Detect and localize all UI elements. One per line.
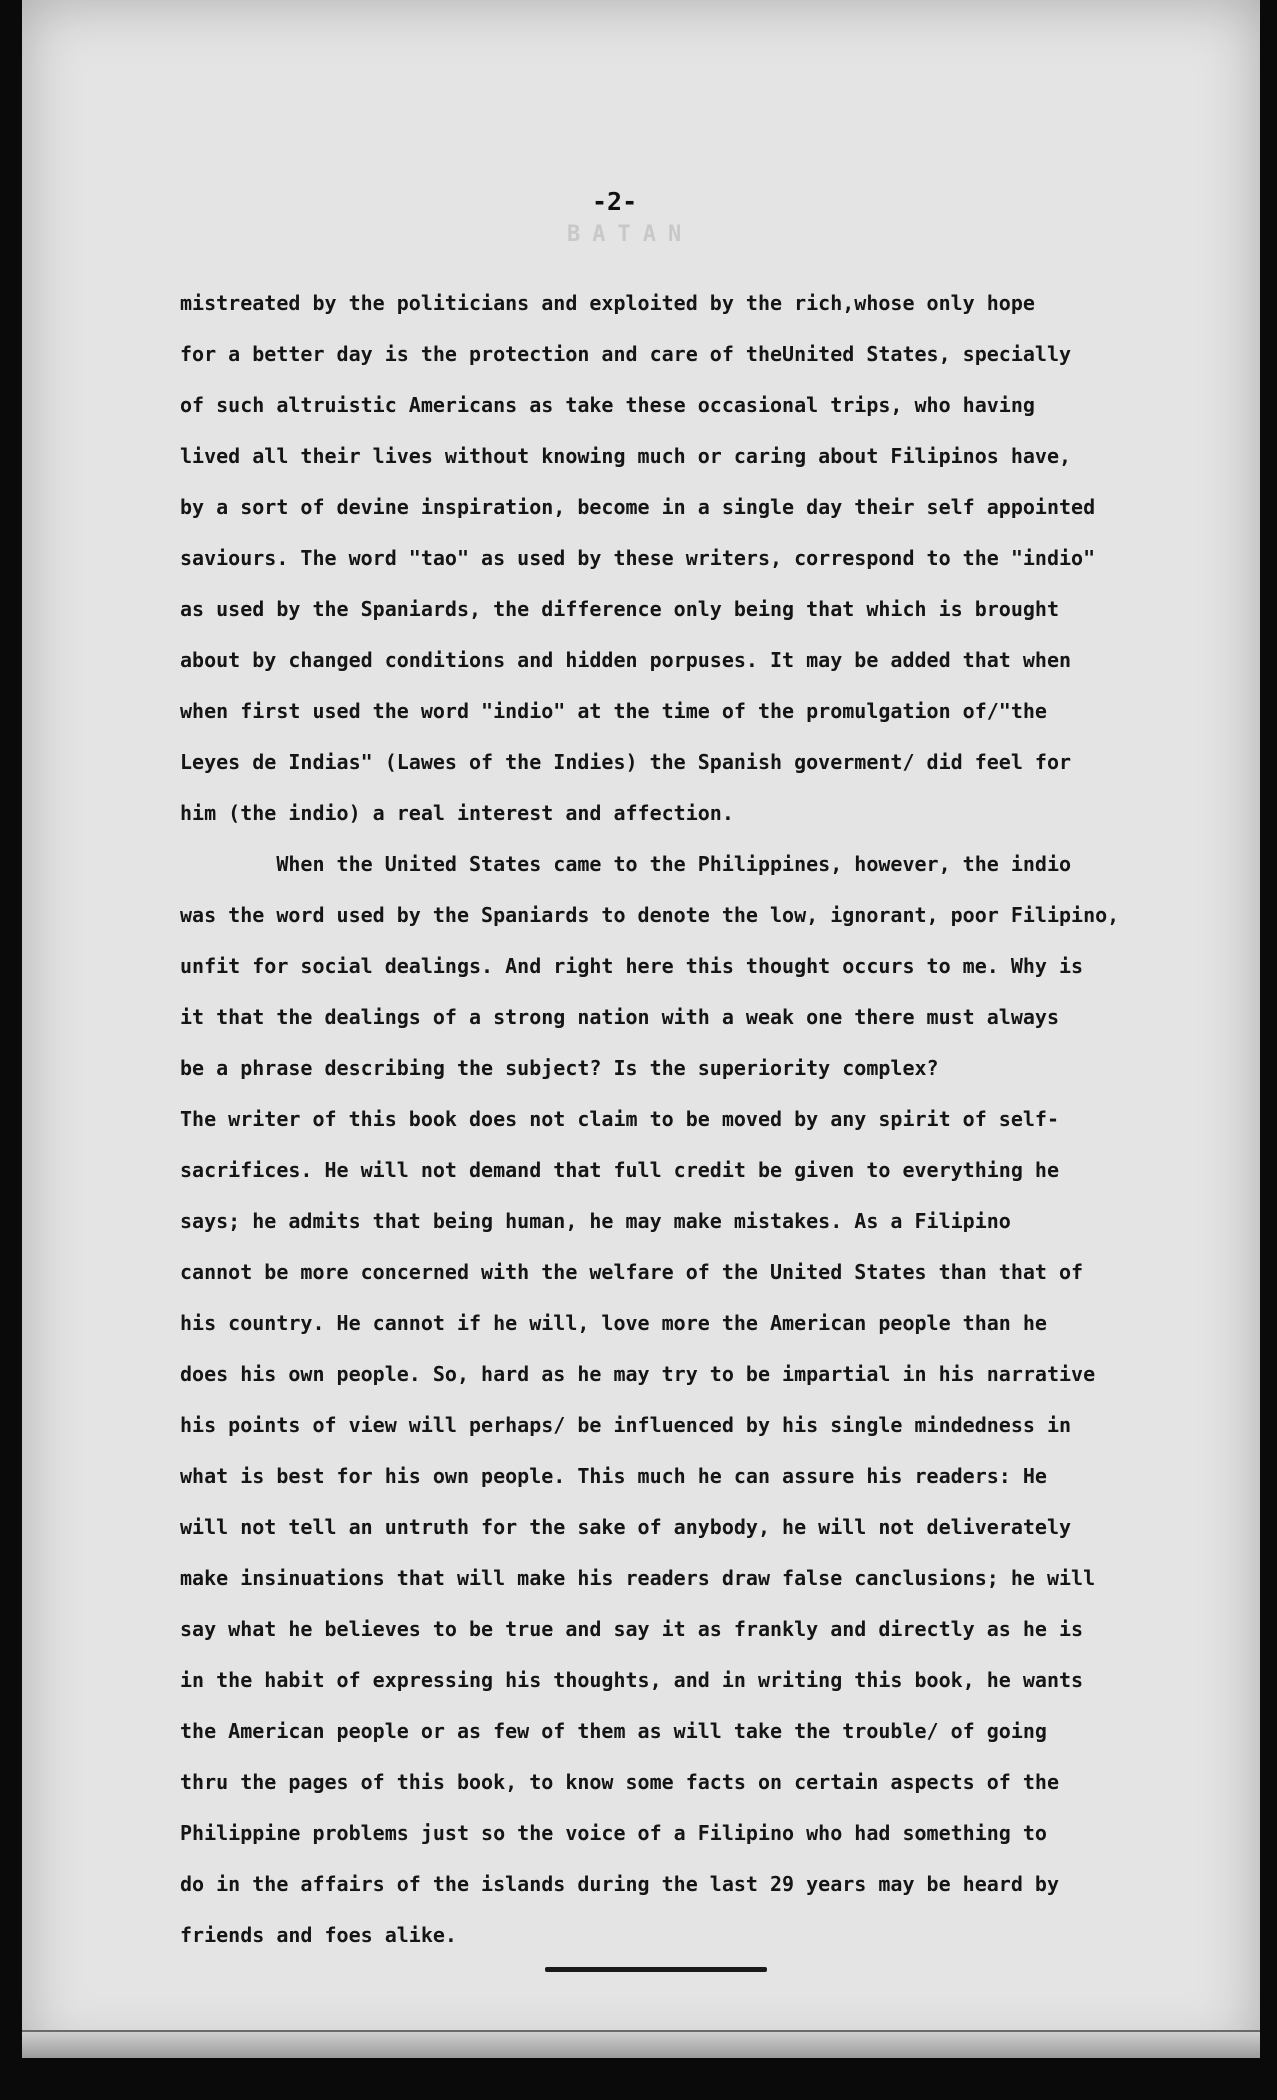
text-line: it that the dealings of a strong nation with a weak one there must always bbox=[180, 1005, 1059, 1029]
text-line: mistreated by the politicians and exploited by the rich,whose only hope bbox=[180, 291, 1035, 315]
text-line: Leyes de Indias" (Lawes of the Indies) the Spanish goverment/ did feel for bbox=[180, 750, 1072, 774]
text-line: friends and foes alike. bbox=[180, 1923, 457, 1947]
text-line: him (the indio) a real interest and affection. bbox=[180, 801, 734, 825]
text-line: When the United States came to the Philippines, however, the indio bbox=[180, 852, 1072, 876]
text-line: of such altruistic Americans as take these occasional trips, who having bbox=[180, 393, 1035, 417]
text-line: when first used the word "indio" at the time of the promulgation of/"the bbox=[180, 699, 1047, 723]
text-line: his country. He cannot if he will, love more the American people than he bbox=[180, 1311, 1047, 1335]
body-text bbox=[180, 283, 1190, 1966]
page-number: -2- bbox=[592, 187, 638, 216]
text-line: as used by the Spaniards, the difference only being that which is brought bbox=[180, 597, 1059, 621]
text-line: what is best for his own people. This much he can assure his readers: He bbox=[180, 1464, 1047, 1488]
text-line: for a better day is the protection and care of theUnited States, specially bbox=[180, 342, 1072, 366]
bleed-through-heading: BATAN bbox=[567, 222, 694, 247]
text-line: The writer of this book does not claim to be moved by any spirit of self- bbox=[180, 1107, 1059, 1131]
text-line: in the habit of expressing his thoughts, and in writing this book, he wants bbox=[180, 1668, 1084, 1692]
text-line: sacrifices. He will not demand that full credit be given to everything he bbox=[180, 1158, 1059, 1182]
text-line: says; he admits that being human, he may make mistakes. As a Filipino bbox=[180, 1209, 1011, 1233]
text-line: does his own people. So, hard as he may try to be impartial in his narrative bbox=[180, 1362, 1096, 1386]
text-line: by a sort of devine inspiration, become in a single day their self appointed bbox=[180, 495, 1096, 519]
text-line: was the word used by the Spaniards to denote the low, ignorant, poor Filipino, bbox=[180, 903, 1120, 927]
text-line: do in the affairs of the islands during the last 29 years may be heard by bbox=[180, 1872, 1059, 1896]
text-line: about by changed conditions and hidden porpuses. It may be added that when bbox=[180, 648, 1072, 672]
page-bottom-edge bbox=[22, 2030, 1260, 2058]
text-line: unfit for social dealings. And right here this thought occurs to me. Why is bbox=[180, 954, 1084, 978]
text-line: cannot be more concerned with the welfare of the United States than that of bbox=[180, 1260, 1084, 1284]
text-line: make insinuations that will make his readers draw false canclusions; he will bbox=[180, 1566, 1096, 1590]
text-line: the American people or as few of them as will take the trouble/ of going bbox=[180, 1719, 1047, 1743]
text-line: will not tell an untruth for the sake of anybody, he will not deliverately bbox=[180, 1515, 1072, 1539]
text-line: lived all their lives without knowing much or caring about Filipinos have, bbox=[180, 444, 1072, 468]
text-line: saviours. The word "tao" as used by these writers, correspond to the "indio" bbox=[180, 546, 1096, 570]
closing-rule bbox=[545, 1967, 767, 1972]
text-line: his points of view will perhaps/ be influenced by his single mindedness in bbox=[180, 1413, 1072, 1437]
text-line: be a phrase describing the subject? Is the superiority complex? bbox=[180, 1056, 939, 1080]
text-line: thru the pages of this book, to know some facts on certain aspects of the bbox=[180, 1770, 1059, 1794]
text-line: Philippine problems just so the voice of a Filipino who had something to bbox=[180, 1821, 1047, 1845]
text-line: say what he believes to be true and say it as frankly and directly as he is bbox=[180, 1617, 1084, 1641]
